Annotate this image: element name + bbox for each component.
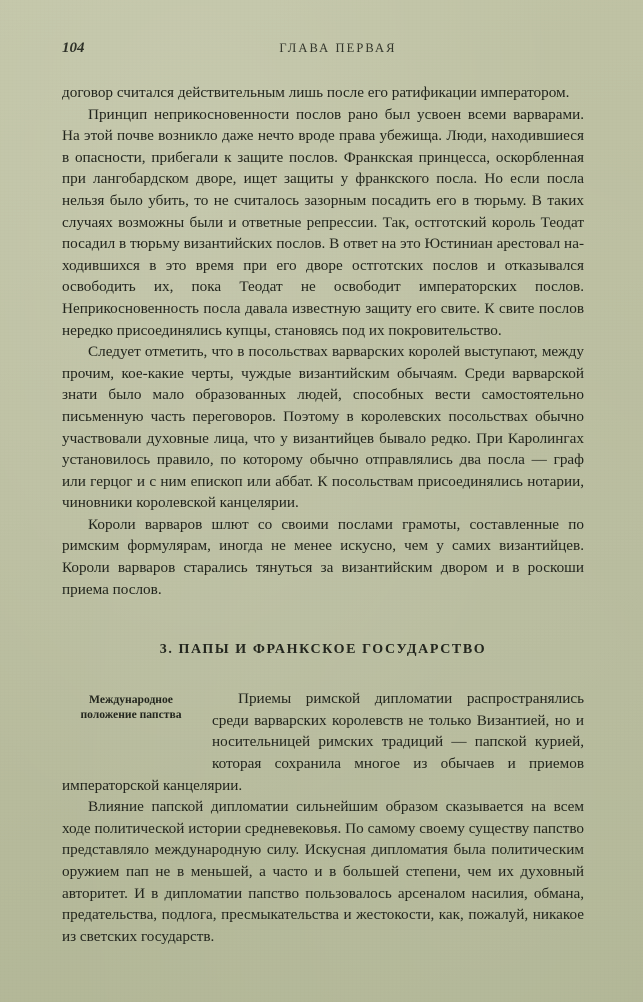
running-head-title: ГЛАВА ПЕРВАЯ [279, 41, 397, 55]
marginal-note: Международное положение папства [80, 693, 182, 722]
paragraph: Влияние папской дипломатии сильнейшим образом сказывается на всем ходе политической истории средневековья. По самому своему существу папство представляло международную силу. Искусная дипломатия была политическим оружием пап не в меньшей, а часто и в большей степени, чем их духовный авторитет. И в дипломатии папство пользовалось арсеналом насилия, обмана, предательства, подлога, пресмыкательства и жестокости, как, пожалуй, никакое из светских государств. [62, 798, 584, 945]
page-content [62, 40, 584, 947]
paragraph: Короли варваров шлют со своими послами грамоты, составленные по римским формулярам, иногда не менее искусно, чем у самих византийцев. Короли варваров старались тянуться за византийским двором и в роскоши приема послов. [62, 515, 584, 598]
paragraph: Приемы римской дипломатии распространялись среди варварских королевств не только Византией, но и носительницей римских традиций — папской курией, которая сохранила многое из обычаев и приемов императорской канцелярии. [62, 690, 584, 794]
paragraph: Принцип неприкосновенности послов рано был усвоен всеми варварами. На этой почве возникло даже нечто вроде права убежища. Люди, находившиеся в опасности, прибегали к защите послов. Франкская принцесса, оскорбленная при лангобардском дворе, ищет защиты у франкского посла. Но если посла нельзя было убить, то не считалось зазорным посадить его в тюрьму. В таких случаях возможны были и ответные репрессии. Так, остготский король Теодат посадил в тюрьму византийских послов. В ответ на это Юстиниан арестовал находившихся в это время при его дворе остготских послов и отказывался освободить их, пока Теодат не освободит императорских послов. Неприкосновенность посла давала известную защиту его свите. К свите послов нередко присоединялись купцы, становясь под их покровительство. [62, 105, 584, 339]
sidenote-block [62, 688, 584, 796]
paragraph: Следует отметить, что в посольствах варварских королей выступают, между прочим, кое-какие черты, чуждые византийским обычаям. Среди варварской знати было мало образованных людей, способных вести самостоятельно письменную часть переговоров. Поэтому в королевских посольствах обычно участвовали духовные лица, что у византийцев бывало редко. При Каролингах установилось правило, по которому обычно отправлялись два посла — граф или герцог и с ним епископ или аббат. К посольствам присоединялись нотарии, чиновники королевской канцелярии. [62, 343, 584, 512]
running-header [62, 40, 584, 60]
page-number: 104 [62, 40, 85, 56]
section-heading: 3. ПАПЫ И ФРАНКСКОЕ ГОСУДАРСТВО [159, 642, 487, 658]
paragraph: договор считался действительным лишь после его ратификации императором. [62, 84, 570, 101]
body-text [62, 82, 584, 600]
